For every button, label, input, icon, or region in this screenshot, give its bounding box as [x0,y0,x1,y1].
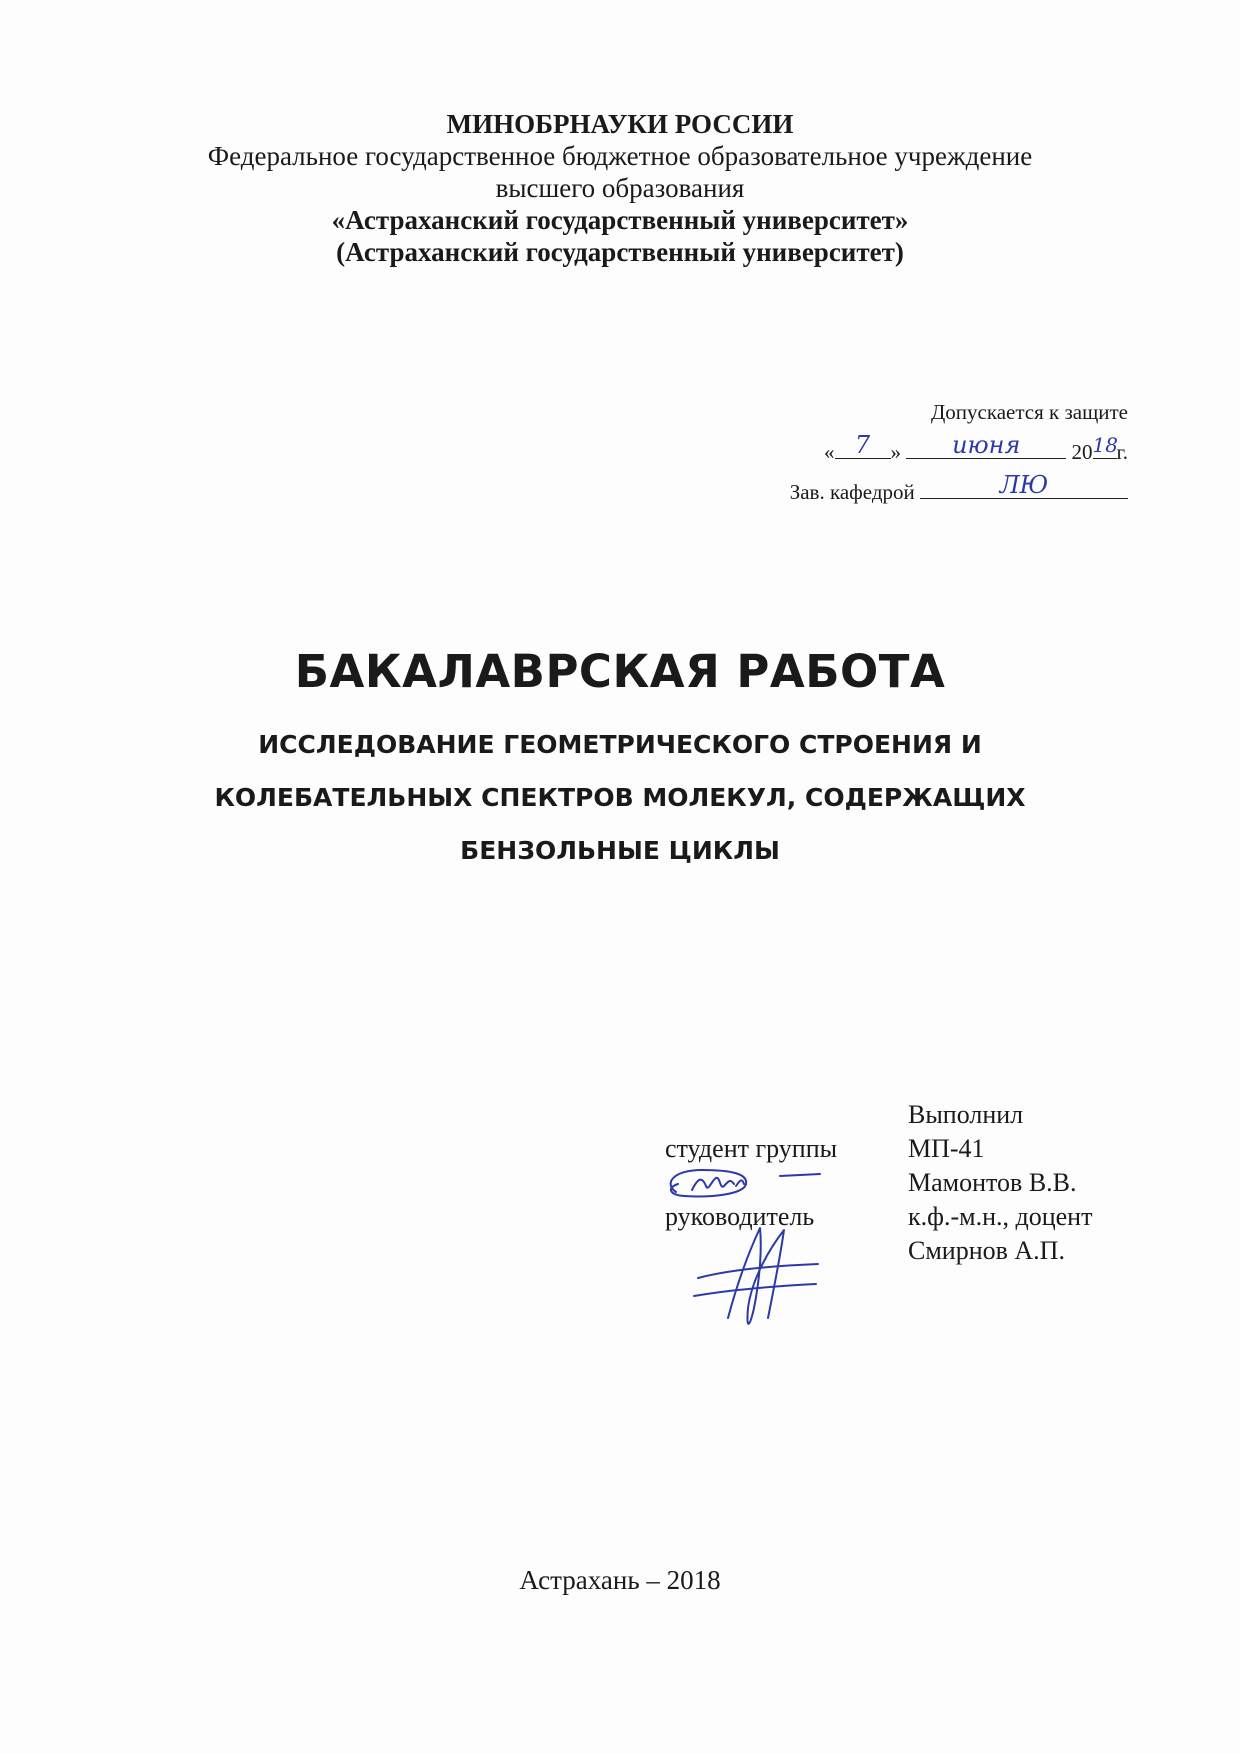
institution-type-line2: высшего образования [495,173,745,203]
handwritten-day: 7 [854,431,871,459]
day-blank [835,431,891,459]
thesis-topic [120,718,1120,877]
head-of-department-row [708,472,1128,512]
month-blank [906,431,1066,459]
head-of-department-label: Зав. кафедрой [789,480,915,504]
institution-type-line1: Федеральное государственное бюджетное образовательное учреждение [207,141,1033,171]
ministry-name: МИНОБРНАУКИ РОССИИ [446,109,794,139]
supervisor-signature [688,1208,828,1338]
university-full-name: «Астраханский государственный университет» [331,205,909,235]
group-number: МП-41 [908,1134,985,1163]
city-and-year: Астрахань – 2018 [519,1565,721,1595]
topic-line-2: КОЛЕБАТЕЛЬНЫХ СПЕКТРОВ МОЛЕКУЛ, СОДЕРЖАЩИХ [214,783,1026,812]
student-signature [662,1164,842,1204]
student-role-label: студент группы [665,1134,838,1163]
year-blank [1092,433,1118,459]
handwritten-month: июня [952,431,1021,459]
supervisor-name: Смирнов А.П. [908,1236,1065,1265]
university-short-name: (Астраханский государственный университет) [336,237,904,267]
supervisor-role-label: руководитель [665,1202,815,1231]
work-type-title: БАКАЛАВРСКАЯ РАБОТА [294,645,946,698]
supervisor-degree: к.ф.-м.н., доцент [908,1202,1093,1231]
quote-open: « [824,440,835,464]
head-signature: ЛЮ [999,471,1049,499]
performed-label: Выполнил [908,1100,1024,1129]
signatures-details [908,1098,1168,1268]
year-prefix: 20 [1071,440,1093,464]
topic-line-3: БЕНЗОЛЬНЫЕ ЦИКЛЫ [460,836,780,865]
head-signature-blank [920,471,1128,499]
admitted-label: Допускается к защите [930,400,1128,424]
approval-date [708,432,1128,472]
quote-close: » [890,440,901,464]
topic-line-1: ИССЛЕДОВАНИЕ ГЕОМЕТРИЧЕСКОГО СТРОЕНИЯ И [258,730,982,759]
approval-block [708,392,1128,512]
year-mark: г. [1116,440,1128,464]
document-header [0,108,1240,268]
handwritten-year: 18 [1092,433,1118,457]
student-name: Мамонтов В.В. [908,1168,1077,1197]
